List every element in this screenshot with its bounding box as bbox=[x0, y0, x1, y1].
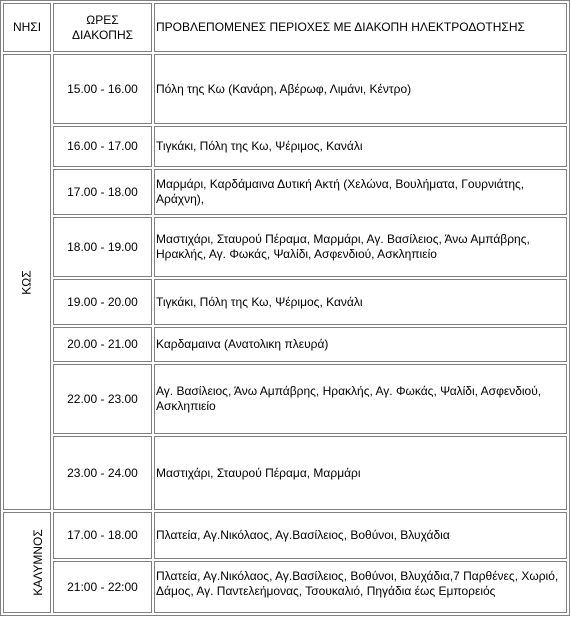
table-row bbox=[3, 364, 567, 434]
table-row bbox=[3, 327, 567, 362]
table-row bbox=[3, 561, 567, 613]
table-row bbox=[3, 169, 567, 215]
header-row bbox=[3, 3, 567, 52]
outage-time: 21:00 - 22:00 bbox=[53, 561, 152, 613]
outage-areas: Τιγκάκι, Πόλη της Κω, Ψέριμος, Κανάλι bbox=[154, 279, 567, 325]
island-name-kos: ΚΩΣ bbox=[19, 269, 34, 295]
outage-time: 20.00 - 21.00 bbox=[53, 327, 152, 362]
outage-areas: Αγ. Βασίλειος, Άνω Αμπάβρης, Ηρακλής, Αγ. Φωκάς, Ψαλίδι, Ασφενδιού, Ασκληπιείο bbox=[154, 364, 567, 434]
outage-time: 18.00 - 19.00 bbox=[53, 217, 152, 277]
outage-areas: Μαστιχάρι, Σταυρού Πέραμα, Μαρμάρι, Αγ. Βασίλειος, Άνω Αμπάβρης, Ηρακλής, Αγ. Φωκάς, Ψαλίδι, Ασφενδιού, Ασκληπιείο bbox=[154, 217, 567, 277]
outage-areas: Τιγκάκι, Πόλη της Κω, Ψέριμος, Κανάλι bbox=[154, 126, 567, 167]
island-name-kalymnos: ΚΑΛΥΜΝΟΣ bbox=[30, 529, 45, 596]
table-row bbox=[3, 512, 567, 559]
table-row bbox=[3, 126, 567, 167]
outage-areas: Πλατεία, Αγ.Νικόλαος, Αγ.Βασίλειος, Βοθύνοι, Βλυχάδια,7 Παρθένες, Χωριό, Δάμος, Αγ. Παντελεήμονας, Τσουκαλιό, Πηγάδια έως Εμπορειός bbox=[156, 569, 559, 598]
outage-areas: Μαρμάρι, Καρδάμαινα Δυτική Ακτή (Χελώνα, Βουλήματα, Γουρνιάτης, Αράχνη), bbox=[154, 169, 567, 215]
header-hours-line2: ΔΙΑΚΟΠΗΣ bbox=[71, 27, 134, 42]
outage-time: 17.00 - 18.00 bbox=[53, 512, 152, 559]
header-hours bbox=[53, 3, 152, 52]
outage-areas-cell bbox=[154, 561, 567, 613]
header-hours-line1: ΩΡΕΣ bbox=[86, 12, 119, 27]
island-cell-kos bbox=[3, 54, 51, 510]
outage-time: 15.00 - 16.00 bbox=[53, 54, 152, 124]
header-island: ΝΗΣΙ bbox=[3, 3, 51, 52]
table-row bbox=[3, 436, 567, 510]
outage-areas: Πλατεία, Αγ.Νικόλαος, Αγ.Βασίλειος, Βοθύνοι, Βλυχάδια bbox=[154, 512, 567, 559]
island-cell-kalymnos bbox=[3, 512, 51, 613]
outage-areas: Καρδαμαινα (Ανατολικη πλευρά) bbox=[154, 327, 567, 362]
header-areas: ΠΡΟΒΛΕΠΟΜΕΝΕΣ ΠΕΡΙΟΧΕΣ ΜΕ ΔΙΑΚΟΠΗ ΗΛΕΚΤΡΟΔΟΤΗΣΗΣ bbox=[154, 3, 567, 52]
outage-areas: Πόλη της Κω (Κανάρη, Αβέρωφ, Λιμάνι, Κέντρο) bbox=[154, 54, 567, 124]
outage-time: 23.00 - 24.00 bbox=[53, 436, 152, 510]
outage-areas: Μαστιχάρι, Σταυρού Πέραμα, Μαρμάρι bbox=[154, 436, 567, 510]
outage-time: 19.00 - 20.00 bbox=[53, 279, 152, 325]
outage-time: 17.00 - 18.00 bbox=[53, 169, 152, 215]
outage-time: 22.00 - 23.00 bbox=[53, 364, 152, 434]
table-row bbox=[3, 217, 567, 277]
outage-time: 16.00 - 17.00 bbox=[53, 126, 152, 167]
table-row bbox=[3, 54, 567, 124]
table-row bbox=[3, 279, 567, 325]
